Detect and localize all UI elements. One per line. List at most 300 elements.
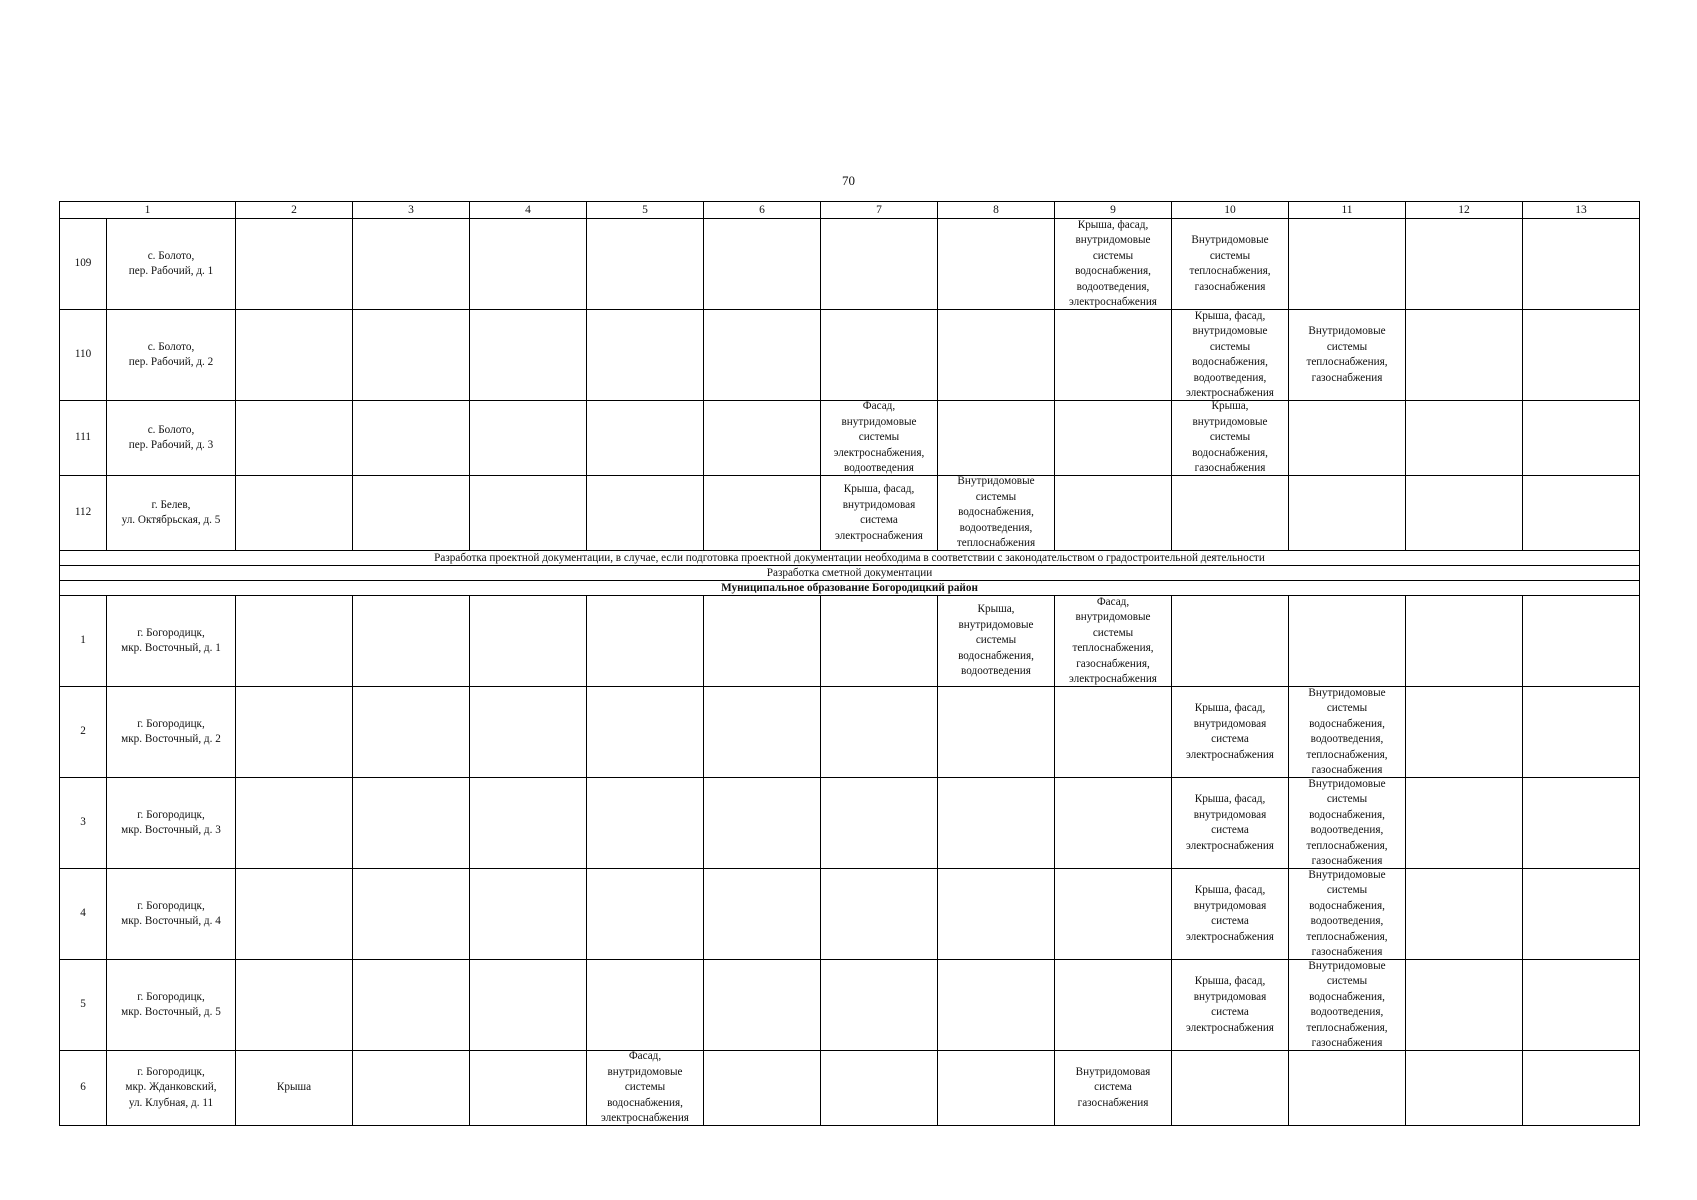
table-cell	[470, 1051, 587, 1126]
table-cell	[1523, 778, 1640, 869]
cell-text: Крыша, фасад, внутридомовая система электроснабжения	[1186, 884, 1274, 943]
column-header: 4	[470, 202, 587, 219]
cell-content	[353, 687, 469, 777]
table-cell	[470, 401, 587, 476]
table-cell	[236, 476, 353, 551]
table-cell	[704, 401, 821, 476]
table-cell	[821, 476, 938, 551]
cell-text: с. Болото, пер. Рабочий, д. 3	[128, 423, 214, 451]
cell-content	[470, 869, 586, 959]
table-cell	[1172, 778, 1289, 869]
cell-content	[236, 476, 352, 550]
table-cell	[1055, 687, 1172, 778]
table-cell	[938, 219, 1055, 310]
table-cell	[236, 687, 353, 778]
table-cell	[938, 596, 1055, 687]
cell-content	[1523, 596, 1639, 686]
table-cell	[1289, 310, 1406, 401]
table-cell	[353, 219, 470, 310]
cell-content	[353, 401, 469, 475]
table-cell	[1406, 401, 1523, 476]
cell-text: г. Богородицк, мкр. Восточный, д. 1	[121, 626, 221, 654]
cell-text: Внутридомовая система газоснабжения	[1075, 1065, 1151, 1109]
table-cell	[704, 869, 821, 960]
cell-text: 110	[74, 348, 92, 361]
table-cell	[470, 596, 587, 687]
address-cell	[107, 219, 236, 310]
cell-content	[704, 401, 820, 475]
cell-content	[1523, 219, 1639, 309]
cell-text: Крыша, фасад, внутридомовые системы водоснабжения, водоотведения, электроснабжения	[1069, 219, 1157, 308]
table-cell	[1172, 960, 1289, 1051]
table-cell	[1406, 869, 1523, 960]
cell-content	[107, 960, 235, 1050]
table-row	[60, 476, 1640, 551]
cell-content	[704, 960, 820, 1050]
cell-content	[60, 401, 106, 475]
cell-content	[470, 687, 586, 777]
cell-content	[470, 960, 586, 1050]
table-cell	[821, 1051, 938, 1126]
cell-content	[236, 310, 352, 400]
section-heading: Разработка сметной документации	[60, 566, 1640, 581]
section-heading: Разработка проектной документации, в случае, если подготовка проектной документации необходима в соответствии с законодательством о градостроительной деятельности	[60, 551, 1640, 566]
table-row	[60, 219, 1640, 310]
table-cell	[1406, 310, 1523, 401]
cell-content	[1406, 401, 1522, 475]
table-row	[60, 778, 1640, 869]
cell-text: Крыша, фасад, внутридомовая система электроснабжения	[1186, 975, 1274, 1034]
table-cell	[470, 310, 587, 401]
cell-content	[107, 401, 235, 475]
cell-content	[1172, 596, 1288, 686]
cell-content	[1289, 596, 1405, 686]
table-cell	[470, 687, 587, 778]
cell-content	[60, 596, 106, 686]
table-cell	[587, 778, 704, 869]
table-cell	[704, 960, 821, 1051]
cell-content	[60, 219, 106, 309]
cell-content	[1172, 778, 1288, 868]
table-cell	[1172, 219, 1289, 310]
cell-text: Крыша, фасад, внутридомовая система электроснабжения	[835, 483, 923, 542]
cell-content	[1055, 596, 1171, 686]
cell-content	[60, 687, 106, 777]
table-cell	[353, 1051, 470, 1126]
cell-content	[821, 869, 937, 959]
table-cell	[1172, 596, 1289, 687]
table-cell	[587, 960, 704, 1051]
table-cell	[1523, 596, 1640, 687]
column-header: 11	[1289, 202, 1406, 219]
table-body	[60, 202, 1640, 1126]
cell-content	[938, 1051, 1054, 1125]
cell-content	[938, 869, 1054, 959]
cell-content	[1406, 596, 1522, 686]
cell-content	[1055, 687, 1171, 777]
cell-content	[107, 476, 235, 550]
table-cell	[704, 476, 821, 551]
cell-content	[587, 596, 703, 686]
row-number	[60, 596, 107, 687]
row-number	[60, 401, 107, 476]
municipality-heading: Муниципальное образование Богородицкий район	[60, 581, 1640, 596]
address-cell	[107, 310, 236, 401]
column-header: 9	[1055, 202, 1172, 219]
cell-content	[704, 1051, 820, 1125]
table-cell	[1406, 596, 1523, 687]
cell-content	[60, 476, 106, 550]
cell-content	[353, 869, 469, 959]
column-header: 12	[1406, 202, 1523, 219]
table-cell	[821, 401, 938, 476]
cell-content	[236, 401, 352, 475]
column-header: 1	[60, 202, 236, 219]
table-cell	[704, 778, 821, 869]
row-number	[60, 960, 107, 1051]
table-cell	[1523, 219, 1640, 310]
cell-content	[587, 401, 703, 475]
cell-content	[587, 687, 703, 777]
cell-text: 6	[80, 1081, 86, 1094]
table-row	[60, 687, 1640, 778]
cell-content	[236, 869, 352, 959]
cell-content	[938, 219, 1054, 309]
cell-text: Крыша, фасад, внутридомовая система электроснабжения	[1186, 702, 1274, 761]
table-cell	[1523, 401, 1640, 476]
cell-content	[1523, 778, 1639, 868]
cell-content	[821, 219, 937, 309]
cell-content	[1055, 476, 1171, 550]
cell-text: Крыша	[276, 1081, 312, 1094]
table-cell	[1406, 778, 1523, 869]
cell-content	[107, 219, 235, 309]
cell-content	[1055, 310, 1171, 400]
cell-content	[1055, 219, 1171, 309]
table-cell	[1055, 476, 1172, 551]
cell-content	[353, 778, 469, 868]
cell-content	[1406, 687, 1522, 777]
table-cell	[1172, 401, 1289, 476]
table-cell	[1172, 476, 1289, 551]
table-cell	[938, 778, 1055, 869]
table-cell	[587, 476, 704, 551]
cell-content	[938, 960, 1054, 1050]
cell-content	[1055, 960, 1171, 1050]
column-header: 2	[236, 202, 353, 219]
table-cell	[587, 310, 704, 401]
cell-content	[704, 778, 820, 868]
cell-content	[1406, 778, 1522, 868]
cell-text: Внутридомовые системы водоснабжения, водоотведения, теплоснабжения, газоснабжения	[1306, 960, 1388, 1049]
table-cell	[236, 401, 353, 476]
table-cell	[1523, 310, 1640, 401]
cell-content	[587, 960, 703, 1050]
cell-content	[107, 687, 235, 777]
table-cell	[1055, 960, 1172, 1051]
cell-content	[353, 960, 469, 1050]
cell-content	[704, 687, 820, 777]
table-cell	[353, 310, 470, 401]
cell-content	[1289, 219, 1405, 309]
cell-text: 112	[74, 506, 92, 519]
cell-content	[1523, 687, 1639, 777]
table-cell	[1406, 687, 1523, 778]
cell-content	[1406, 960, 1522, 1050]
table-cell	[1289, 960, 1406, 1051]
cell-content	[1172, 960, 1288, 1050]
table-cell	[587, 1051, 704, 1126]
cell-content	[1289, 310, 1405, 400]
cell-content	[1523, 869, 1639, 959]
table-row	[60, 401, 1640, 476]
table-cell	[1055, 869, 1172, 960]
cell-content	[1523, 310, 1639, 400]
cell-content	[1289, 401, 1405, 475]
column-header: 10	[1172, 202, 1289, 219]
table-cell	[587, 401, 704, 476]
table-cell	[236, 960, 353, 1051]
row-number	[60, 219, 107, 310]
cell-content	[1289, 1051, 1405, 1125]
table-cell	[236, 869, 353, 960]
table-cell	[1055, 401, 1172, 476]
cell-content	[1172, 310, 1288, 400]
cell-content	[938, 596, 1054, 686]
row-number	[60, 687, 107, 778]
table-cell	[938, 401, 1055, 476]
cell-content	[1289, 778, 1405, 868]
table-row	[60, 960, 1640, 1051]
table-cell	[236, 219, 353, 310]
cell-content	[1172, 401, 1288, 475]
table-cell	[470, 219, 587, 310]
address-cell	[107, 401, 236, 476]
cell-text: г. Богородицк, мкр. Восточный, д. 2	[121, 717, 221, 745]
cell-content	[353, 1051, 469, 1125]
cell-content	[587, 476, 703, 550]
cell-text: 1	[80, 634, 86, 647]
cell-content	[587, 1051, 703, 1125]
cell-content	[1055, 401, 1171, 475]
table-cell	[1172, 687, 1289, 778]
table-cell	[1406, 960, 1523, 1051]
column-header: 6	[704, 202, 821, 219]
cell-content	[821, 310, 937, 400]
cell-content	[704, 310, 820, 400]
address-cell	[107, 1051, 236, 1126]
cell-content	[938, 687, 1054, 777]
cell-content	[1055, 778, 1171, 868]
cell-text: с. Болото, пер. Рабочий, д. 2	[128, 340, 214, 368]
cell-content	[1406, 476, 1522, 550]
row-number	[60, 869, 107, 960]
table-cell	[1055, 596, 1172, 687]
cell-content	[704, 476, 820, 550]
cell-text: Крыша, фасад, внутридомовая система электроснабжения	[1186, 793, 1274, 852]
table-cell	[704, 1051, 821, 1126]
cell-content	[704, 596, 820, 686]
cell-text: г. Богородицк, мкр. Жданковский, ул. Клубная, д. 11	[125, 1065, 217, 1109]
cell-text: Крыша, внутридомовые системы водоснабжения, газоснабжения	[1192, 401, 1268, 475]
cell-content	[470, 778, 586, 868]
table-cell	[353, 687, 470, 778]
column-header: 8	[938, 202, 1055, 219]
cell-content	[1523, 960, 1639, 1050]
column-header: 5	[587, 202, 704, 219]
cell-content	[470, 1051, 586, 1125]
cell-content	[587, 310, 703, 400]
table-cell	[353, 960, 470, 1051]
table-cell	[1289, 401, 1406, 476]
table-cell	[1289, 778, 1406, 869]
address-cell	[107, 869, 236, 960]
address-cell	[107, 476, 236, 551]
cell-content	[236, 596, 352, 686]
table-cell	[470, 778, 587, 869]
table-cell	[938, 869, 1055, 960]
cell-content	[470, 310, 586, 400]
cell-content	[353, 310, 469, 400]
table-cell	[821, 687, 938, 778]
cell-content	[1289, 960, 1405, 1050]
table-cell	[1172, 869, 1289, 960]
table-cell	[236, 1051, 353, 1126]
table-cell	[1055, 1051, 1172, 1126]
cell-content	[821, 476, 937, 550]
cell-text: Внутридомовые системы теплоснабжения, газоснабжения	[1306, 325, 1388, 384]
table-cell	[1523, 687, 1640, 778]
table-cell	[587, 687, 704, 778]
table-cell	[821, 310, 938, 401]
address-cell	[107, 778, 236, 869]
cell-content	[821, 687, 937, 777]
cell-content	[1406, 869, 1522, 959]
page-number: 70	[842, 173, 855, 188]
section-row	[60, 581, 1640, 596]
address-cell	[107, 687, 236, 778]
table-cell	[587, 596, 704, 687]
work-schedule-table	[59, 201, 1640, 1126]
cell-content	[60, 310, 106, 400]
cell-text: г. Богородицк, мкр. Восточный, д. 3	[121, 808, 221, 836]
header-row	[60, 202, 1640, 219]
cell-content	[1172, 219, 1288, 309]
table-cell	[1406, 219, 1523, 310]
row-number	[60, 1051, 107, 1126]
cell-content	[1289, 869, 1405, 959]
cell-content	[938, 778, 1054, 868]
cell-text: Внутридомовые системы водоснабжения, водоотведения, теплоснабжения, газоснабжения	[1306, 869, 1388, 958]
table-cell	[938, 960, 1055, 1051]
cell-content	[236, 687, 352, 777]
table-cell	[1172, 310, 1289, 401]
table-cell	[353, 476, 470, 551]
cell-content	[236, 1051, 352, 1125]
section-row	[60, 551, 1640, 566]
table-cell	[1523, 476, 1640, 551]
cell-content	[353, 596, 469, 686]
table-cell	[587, 219, 704, 310]
table-cell	[1172, 1051, 1289, 1126]
cell-content	[1406, 219, 1522, 309]
cell-content	[938, 310, 1054, 400]
cell-content	[470, 219, 586, 309]
table-cell	[236, 778, 353, 869]
table-cell	[1055, 778, 1172, 869]
cell-text: Фасад, внутридомовые системы водоснабжения, электроснабжения	[601, 1051, 689, 1125]
cell-content	[353, 476, 469, 550]
cell-content	[107, 869, 235, 959]
row-number	[60, 778, 107, 869]
table-cell	[1289, 1051, 1406, 1126]
cell-text: с. Болото, пер. Рабочий, д. 1	[128, 249, 214, 277]
table-cell	[1523, 869, 1640, 960]
cell-text: Фасад, внутридомовые системы теплоснабжения, газоснабжения, электроснабжения	[1069, 596, 1157, 685]
table-cell	[353, 401, 470, 476]
cell-text: г. Богородицк, мкр. Восточный, д. 5	[121, 990, 221, 1018]
cell-content	[470, 476, 586, 550]
table-cell	[470, 960, 587, 1051]
cell-content	[1172, 869, 1288, 959]
cell-text: 4	[80, 907, 86, 920]
table-cell	[1406, 476, 1523, 551]
cell-content	[353, 219, 469, 309]
table-cell	[821, 596, 938, 687]
cell-text: 109	[74, 257, 92, 270]
table-cell	[1289, 219, 1406, 310]
table-cell	[704, 596, 821, 687]
cell-content	[107, 778, 235, 868]
table-cell	[1523, 1051, 1640, 1126]
cell-text: Фасад, внутридомовые системы электроснабжения, водоотведения	[833, 401, 925, 475]
table-row	[60, 869, 1640, 960]
table-cell	[470, 476, 587, 551]
cell-content	[587, 219, 703, 309]
section-row	[60, 566, 1640, 581]
table-cell	[938, 310, 1055, 401]
table-row	[60, 1051, 1640, 1126]
cell-content	[1523, 401, 1639, 475]
cell-content	[236, 219, 352, 309]
cell-text: 2	[80, 725, 86, 738]
table-cell	[1523, 960, 1640, 1051]
cell-text: 3	[80, 816, 86, 829]
address-cell	[107, 960, 236, 1051]
table-cell	[821, 960, 938, 1051]
cell-content	[1055, 1051, 1171, 1125]
table-cell	[353, 778, 470, 869]
table-cell	[821, 219, 938, 310]
cell-content	[1523, 1051, 1639, 1125]
column-header: 7	[821, 202, 938, 219]
cell-content	[821, 1051, 937, 1125]
cell-content	[587, 869, 703, 959]
cell-text: Крыша, фасад, внутридомовые системы водоснабжения, водоотведения, электроснабжения	[1186, 310, 1274, 399]
table-cell	[938, 687, 1055, 778]
table-cell	[236, 310, 353, 401]
cell-text: г. Богородицк, мкр. Восточный, д. 4	[121, 899, 221, 927]
cell-text: 5	[80, 998, 86, 1011]
cell-text: Внутридомовые системы водоснабжения, водоотведения, теплоснабжения, газоснабжения	[1306, 778, 1388, 867]
cell-content	[1289, 476, 1405, 550]
table-row	[60, 310, 1640, 401]
cell-content	[60, 869, 106, 959]
cell-content	[107, 310, 235, 400]
cell-content	[1172, 476, 1288, 550]
table-cell	[1289, 596, 1406, 687]
cell-text: Внутридомовые системы водоснабжения, водоотведения, теплоснабжения	[956, 476, 1036, 550]
